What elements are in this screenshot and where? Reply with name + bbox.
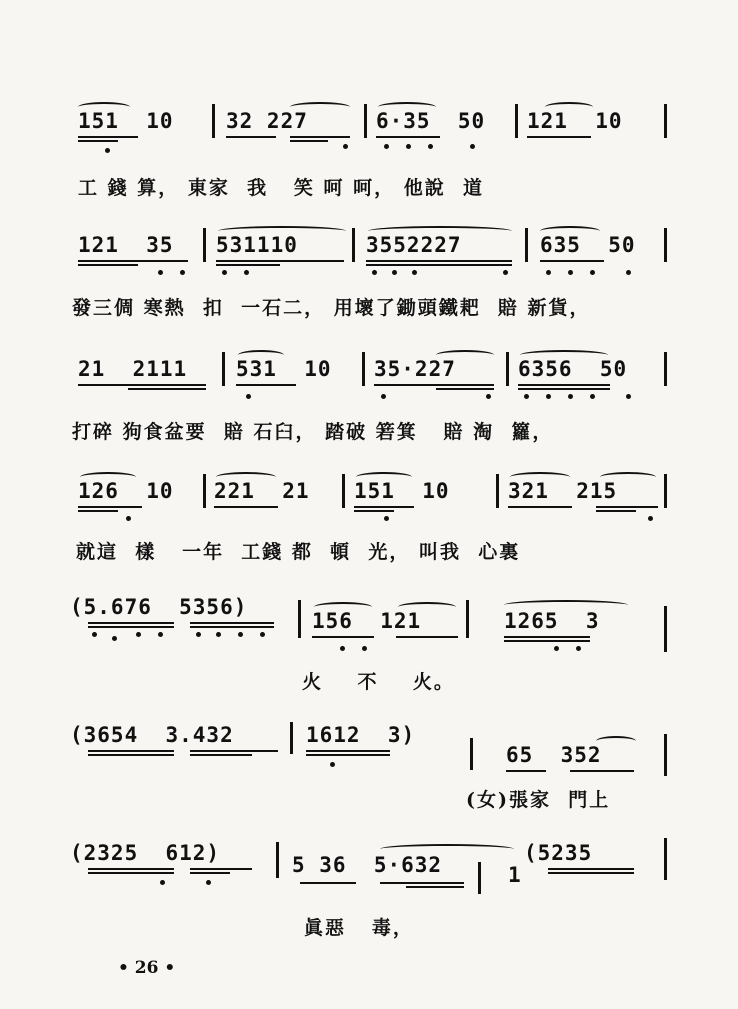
slur bbox=[290, 102, 350, 112]
measure-4-2: 221 21 bbox=[214, 479, 310, 503]
octave-dot bbox=[576, 646, 581, 651]
measure-4-4: 321 215 bbox=[508, 479, 618, 503]
barline bbox=[352, 228, 355, 262]
underline bbox=[306, 750, 390, 752]
octave-dot bbox=[158, 632, 163, 637]
barline bbox=[290, 722, 293, 754]
barline bbox=[364, 104, 367, 138]
measure-2-1: 121 35 bbox=[78, 233, 174, 257]
underline bbox=[366, 264, 512, 266]
slur bbox=[600, 472, 656, 482]
octave-dot bbox=[546, 270, 551, 275]
page-number: • 26 • bbox=[118, 958, 176, 978]
barline bbox=[222, 352, 225, 386]
octave-dot bbox=[340, 646, 345, 651]
underline bbox=[354, 510, 394, 512]
underline bbox=[380, 882, 464, 884]
underline bbox=[190, 754, 252, 756]
underline bbox=[504, 636, 590, 638]
octave-dot bbox=[372, 270, 377, 275]
measure-3-1: 21 2111 bbox=[78, 357, 188, 381]
slur bbox=[510, 472, 570, 482]
barline bbox=[203, 228, 206, 262]
underline bbox=[518, 388, 610, 390]
underline bbox=[312, 636, 374, 638]
measure-5-1: 156 121 bbox=[312, 609, 422, 633]
underline bbox=[376, 136, 440, 138]
slur bbox=[218, 226, 346, 236]
underline bbox=[406, 886, 464, 888]
slur bbox=[368, 226, 512, 236]
barline bbox=[506, 352, 509, 386]
octave-dot bbox=[524, 394, 529, 399]
measure-3-4: 6356 50 bbox=[518, 357, 628, 381]
octave-dot bbox=[105, 148, 110, 153]
octave-dot bbox=[503, 270, 508, 275]
underline bbox=[78, 510, 118, 512]
measure-3-3: 35·227 bbox=[374, 357, 456, 381]
underline bbox=[78, 140, 118, 142]
measure-7-2: 1 bbox=[508, 863, 522, 887]
lyric-line-1: 工 錢 算， 東家 我 笑 呵 呵， 他說 道 bbox=[78, 177, 484, 199]
octave-dot bbox=[216, 632, 221, 637]
lyric-line-7: 眞惡 毒， bbox=[304, 917, 414, 939]
barline bbox=[664, 104, 667, 138]
octave-dot bbox=[92, 632, 97, 637]
octave-dot bbox=[590, 394, 595, 399]
underline bbox=[216, 264, 280, 266]
slur bbox=[596, 736, 636, 746]
barline bbox=[664, 228, 667, 262]
octave-dot bbox=[136, 632, 141, 637]
octave-dot bbox=[568, 394, 573, 399]
slur bbox=[238, 350, 284, 360]
underline bbox=[214, 506, 278, 508]
octave-dot bbox=[330, 762, 335, 767]
measure-2-3: 3552227 bbox=[366, 233, 462, 257]
barline bbox=[664, 474, 667, 508]
lyric-line-4: 就這 樣 一年 工錢 都 頓 光， 叫我 心裏 bbox=[76, 541, 521, 563]
underline bbox=[88, 872, 174, 874]
underline bbox=[236, 384, 296, 386]
underline bbox=[506, 770, 546, 772]
octave-dot bbox=[392, 270, 397, 275]
underline bbox=[396, 636, 458, 638]
octave-dot bbox=[244, 270, 249, 275]
underline bbox=[190, 872, 230, 874]
measure-1-1: 151 10 bbox=[78, 109, 174, 133]
octave-dot bbox=[381, 394, 386, 399]
lyric-line-3: 打碎 狗食盆要 賠 石臼， 踏破 箬箕 賠 淘 籮， bbox=[72, 421, 554, 443]
measure-7-3: (5235 bbox=[524, 841, 593, 865]
octave-dot bbox=[428, 144, 433, 149]
underline bbox=[374, 384, 494, 386]
underline bbox=[78, 136, 138, 138]
underline bbox=[504, 640, 590, 642]
underline bbox=[518, 384, 610, 386]
measure-2-2: 531110 bbox=[216, 233, 298, 257]
octave-dot bbox=[222, 270, 227, 275]
slur bbox=[398, 602, 456, 612]
underline bbox=[88, 754, 174, 756]
measure-6-2: 1612 3) bbox=[306, 723, 416, 747]
barline bbox=[496, 474, 499, 508]
underline bbox=[190, 750, 278, 752]
measure-7-intro: (2325 612) bbox=[70, 841, 221, 865]
underline bbox=[78, 264, 138, 266]
octave-dot bbox=[180, 270, 185, 275]
underline bbox=[226, 136, 276, 138]
octave-dot bbox=[486, 394, 491, 399]
octave-dot bbox=[206, 880, 211, 885]
measure-6-3: 65 352 bbox=[506, 743, 602, 767]
underline bbox=[190, 868, 252, 870]
underline bbox=[366, 260, 512, 262]
octave-dot bbox=[626, 270, 631, 275]
octave-dot bbox=[238, 632, 243, 637]
slur bbox=[216, 472, 276, 482]
barline bbox=[212, 104, 215, 138]
measure-1-3: 6·35 50 bbox=[376, 109, 486, 133]
slur bbox=[378, 102, 436, 112]
barline bbox=[525, 228, 528, 262]
octave-dot bbox=[590, 270, 595, 275]
barline bbox=[478, 862, 481, 894]
octave-dot bbox=[648, 516, 653, 521]
underline bbox=[88, 626, 174, 628]
octave-dot bbox=[126, 516, 131, 521]
underline bbox=[508, 506, 572, 508]
barline bbox=[664, 734, 667, 776]
octave-dot bbox=[196, 632, 201, 637]
barline bbox=[470, 738, 473, 770]
measure-1-4: 121 10 bbox=[527, 109, 623, 133]
underline bbox=[290, 136, 350, 138]
measure-6-intro: (3654 3.432 bbox=[70, 723, 234, 747]
slur bbox=[520, 350, 608, 360]
barline bbox=[342, 474, 345, 508]
underline bbox=[436, 388, 494, 390]
barline bbox=[362, 352, 365, 386]
barline bbox=[466, 600, 469, 638]
slur bbox=[356, 472, 412, 482]
slur bbox=[78, 102, 130, 112]
octave-dot bbox=[260, 632, 265, 637]
octave-dot bbox=[246, 394, 251, 399]
underline bbox=[78, 260, 188, 262]
octave-dot bbox=[384, 144, 389, 149]
octave-dot bbox=[406, 144, 411, 149]
underline bbox=[88, 868, 174, 870]
octave-dot bbox=[626, 394, 631, 399]
octave-dot bbox=[362, 646, 367, 651]
underline bbox=[88, 750, 174, 752]
octave-dot bbox=[160, 880, 165, 885]
measure-5-intro: (5.676 5356) bbox=[70, 595, 248, 619]
underline bbox=[540, 260, 604, 262]
barline bbox=[298, 600, 301, 638]
slur bbox=[504, 600, 628, 610]
lyric-line-2: 發三倜 寒熱 扣 一石二， 用壞了鋤頭鐵耙 賠 新貨， bbox=[72, 297, 591, 319]
slur bbox=[436, 350, 494, 360]
measure-4-1: 126 10 bbox=[78, 479, 174, 503]
octave-dot bbox=[158, 270, 163, 275]
measure-7-1: 5 36 5·632 bbox=[292, 853, 443, 877]
underline bbox=[190, 622, 274, 624]
octave-dot bbox=[554, 646, 559, 651]
slur bbox=[380, 844, 514, 854]
measure-3-2: 531 10 bbox=[236, 357, 332, 381]
underline bbox=[570, 770, 634, 772]
octave-dot bbox=[112, 636, 117, 641]
underline bbox=[596, 510, 636, 512]
slur bbox=[540, 226, 600, 236]
slur bbox=[80, 472, 136, 482]
octave-dot bbox=[568, 270, 573, 275]
underline bbox=[290, 140, 328, 142]
underline bbox=[527, 136, 591, 138]
barline bbox=[664, 838, 667, 880]
octave-dot bbox=[343, 144, 348, 149]
slur bbox=[545, 102, 593, 112]
underline bbox=[78, 384, 206, 386]
underline bbox=[190, 626, 274, 628]
underline bbox=[306, 754, 390, 756]
measure-4-3: 151 10 bbox=[354, 479, 450, 503]
barline bbox=[664, 352, 667, 386]
measure-5-2: 1265 3 bbox=[504, 609, 600, 633]
lyric-line-5: 火 不 火。 bbox=[302, 671, 455, 693]
underline bbox=[78, 506, 142, 508]
octave-dot bbox=[384, 516, 389, 521]
underline bbox=[300, 882, 356, 884]
measure-1-2: 32 227 bbox=[226, 109, 308, 133]
underline bbox=[548, 872, 634, 874]
barline bbox=[203, 474, 206, 508]
barline bbox=[276, 842, 279, 878]
underline bbox=[216, 260, 344, 262]
lyric-line-6: (女)張家 門上 bbox=[466, 789, 611, 811]
slur bbox=[314, 602, 372, 612]
underline bbox=[354, 506, 414, 508]
measure-2-4: 635 50 bbox=[540, 233, 636, 257]
barline bbox=[515, 104, 518, 138]
octave-dot bbox=[412, 270, 417, 275]
underline bbox=[548, 868, 634, 870]
barline bbox=[664, 606, 667, 652]
octave-dot bbox=[470, 144, 475, 149]
underline bbox=[88, 622, 174, 624]
underline bbox=[596, 506, 658, 508]
octave-dot bbox=[546, 394, 551, 399]
underline bbox=[128, 388, 206, 390]
